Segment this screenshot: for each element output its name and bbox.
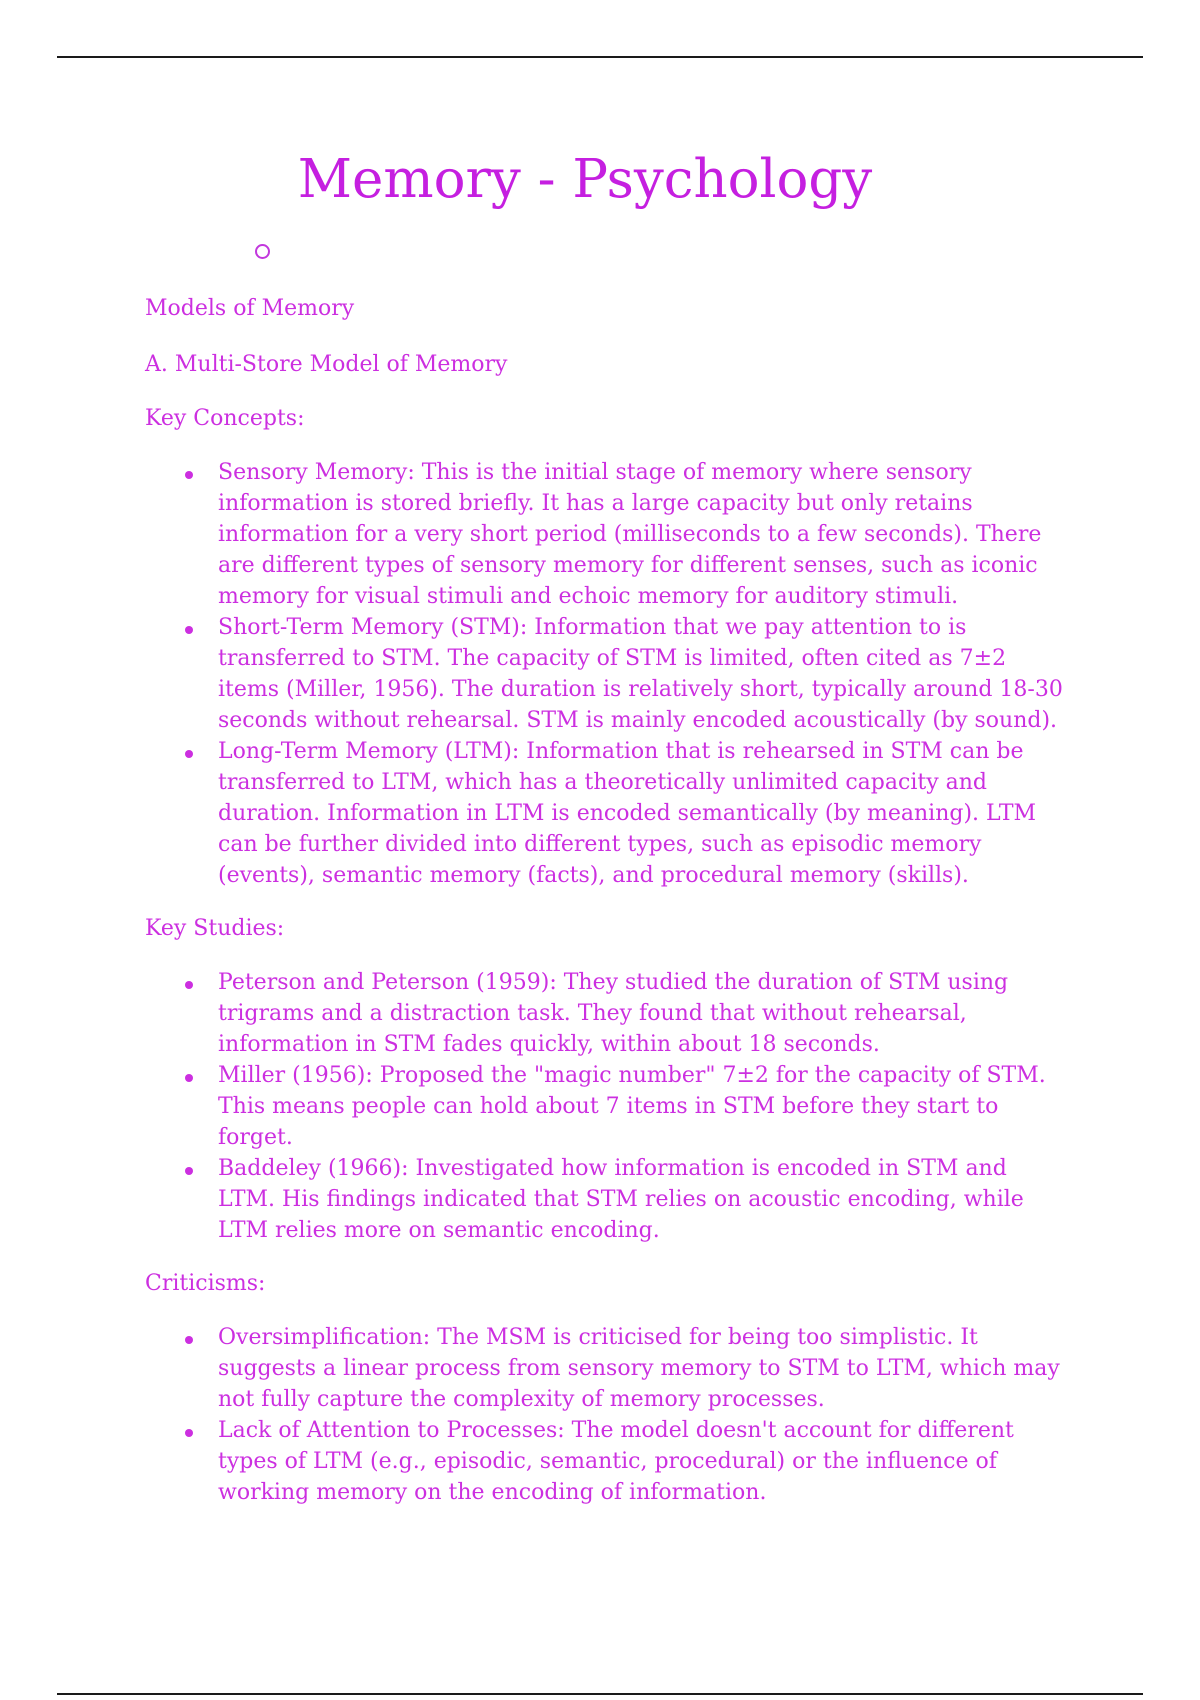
list-item: Baddeley (1966): Investigated how information is encoded in STM and LTM. His findings indicated that STM relies on acoustic encoding, while LTM relies more on semantic encoding.	[145, 1153, 1065, 1246]
key-concepts-list	[145, 457, 1065, 891]
list-item: Peterson and Peterson (1959): They studied the duration of STM using trigrams and a distraction task. They found that without rehearsal, information in STM fades quickly, within about 18 seconds.	[145, 967, 1065, 1060]
criticisms-label: Criticisms:	[145, 1271, 266, 1296]
bottom-rule	[57, 1693, 1143, 1695]
list-item: Long-Term Memory (LTM): Information that is rehearsed in STM can be transferred to LTM, which has a theoretically unlimited capacity and duration. Information in LTM is encoded semantically (by meaning). LTM can be further divided into different types, such as episodic memory (events), semantic memory (facts), and procedural memory (skills).	[145, 736, 1065, 891]
list-item: Short-Term Memory (STM): Information that we pay attention to is transferred to STM. The capacity of STM is limited, often cited as 7±2 items (Miller, 1956). The duration is relatively short, typically around 18-30 seconds without rehearsal. STM is mainly encoded acoustically (by sound).	[145, 612, 1065, 736]
document-body	[145, 293, 1065, 1508]
hollow-circle-bullet-icon	[255, 244, 270, 259]
list-item: Sensory Memory: This is the initial stage of memory where sensory information is stored briefly. It has a large capacity but only retains information for a very short period (milliseconds to a few seconds). There are different types of sensory memory for different senses, such as iconic memory for visual stimuli and echoic memory for auditory stimuli.	[145, 457, 1065, 612]
section-heading-msm: A. Multi-Store Model of Memory	[145, 352, 508, 377]
list-item: Lack of Attention to Processes: The model doesn't account for different types of LTM (e.g., episodic, semantic, procedural) or the influence of working memory on the encoding of information.	[145, 1415, 1065, 1508]
key-concepts-label: Key Concepts:	[145, 406, 305, 431]
top-rule	[57, 56, 1143, 58]
list-item: Miller (1956): Proposed the "magic number" 7±2 for the capacity of STM. This means people can hold about 7 items in STM before they start to forget.	[145, 1060, 1065, 1153]
page-title: Memory - Psychology	[297, 149, 873, 210]
key-studies-list	[145, 967, 1065, 1246]
key-studies-label: Key Studies:	[145, 916, 285, 941]
criticisms-list	[145, 1322, 1065, 1508]
section-heading-models: Models of Memory	[145, 296, 355, 321]
list-item: Oversimplification: The MSM is criticised for being too simplistic. It suggests a linear process from sensory memory to STM to LTM, which may not fully capture the complexity of memory processes.	[145, 1322, 1065, 1415]
